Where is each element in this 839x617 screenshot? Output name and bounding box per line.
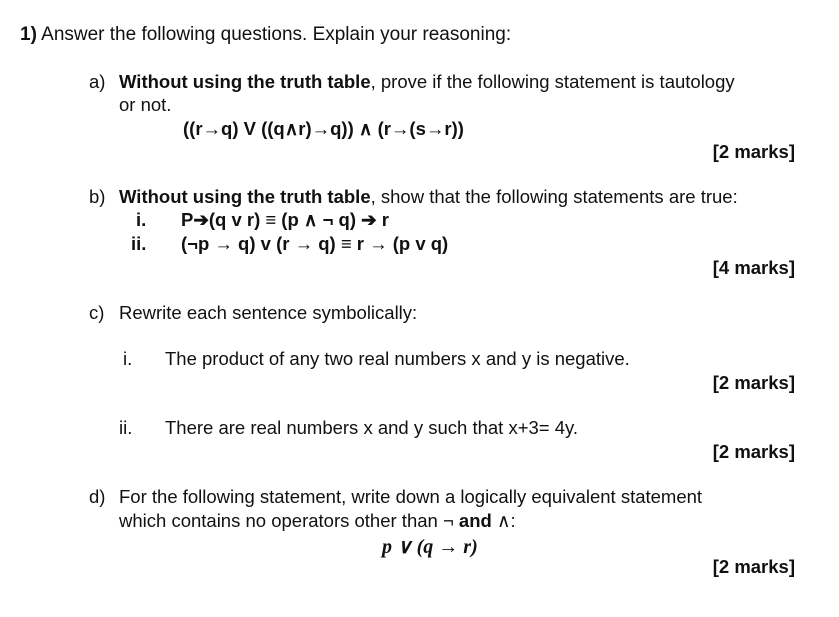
part-b-marks: [4 marks] <box>712 257 795 278</box>
question-title: Answer the following questions. Explain your reasoning: <box>41 24 512 45</box>
part-a-text-line2: or not. <box>119 94 172 115</box>
part-b-label: b) <box>89 186 106 207</box>
part-b-lead: Without using the truth table <box>119 186 371 207</box>
part-c-item-1-num: i. <box>123 348 133 369</box>
part-c-label: c) <box>89 302 105 323</box>
part-c-item-2-num: ii. <box>119 417 133 438</box>
question-header <box>20 24 511 46</box>
part-a-marks: [2 marks] <box>712 141 795 162</box>
part-a-lead: Without using the truth table <box>119 71 371 92</box>
part-b-item-1-num: i. <box>136 209 147 230</box>
part-c-item-1-text: The product of any two real numbers x and y is negative. <box>165 348 630 369</box>
part-c-item-1-marks: [2 marks] <box>712 372 795 393</box>
question-number: 1) <box>20 24 37 45</box>
part-a-expression: ((r→q) V ((q∧r)→q)) ∧ (r→(s→r)) <box>183 118 464 139</box>
part-b-text <box>119 186 738 208</box>
part-a-rest: , prove if the following statement is tautology <box>370 71 735 92</box>
part-d-and: and <box>458 510 492 531</box>
part-c-item-2-text: There are real numbers x and y such that x+3= 4y. <box>165 417 579 438</box>
part-c-item-2-marks: [2 marks] <box>712 441 795 462</box>
part-b-item-2-num: ii. <box>131 233 147 254</box>
part-d-label: d) <box>89 486 106 507</box>
part-d-text-c: ∧: <box>496 510 516 531</box>
not-operator: ¬ <box>442 510 454 531</box>
part-d-marks: [2 marks] <box>712 556 795 577</box>
part-b-rest: , show that the following statements are true: <box>370 186 738 207</box>
part-d-expression: p ∨ (q → r) <box>382 536 478 558</box>
part-a-label: a) <box>89 71 106 92</box>
part-c-text: Rewrite each sentence symbolically: <box>119 302 418 323</box>
part-a-text <box>119 71 735 93</box>
part-b-item-2-expr: (¬p → q) v (r → q) ≡ r → (p v q) <box>181 233 449 254</box>
part-d-text-line2 <box>119 510 516 532</box>
part-d-text-a: which contains no operators other than <box>119 510 443 531</box>
part-b-item-1-expr: P➔(q v r) ≡ (p ∧ ¬ q) ➔ r <box>181 209 389 230</box>
part-d-text-line1: For the following statement, write down a logically equivalent statement <box>119 486 703 507</box>
